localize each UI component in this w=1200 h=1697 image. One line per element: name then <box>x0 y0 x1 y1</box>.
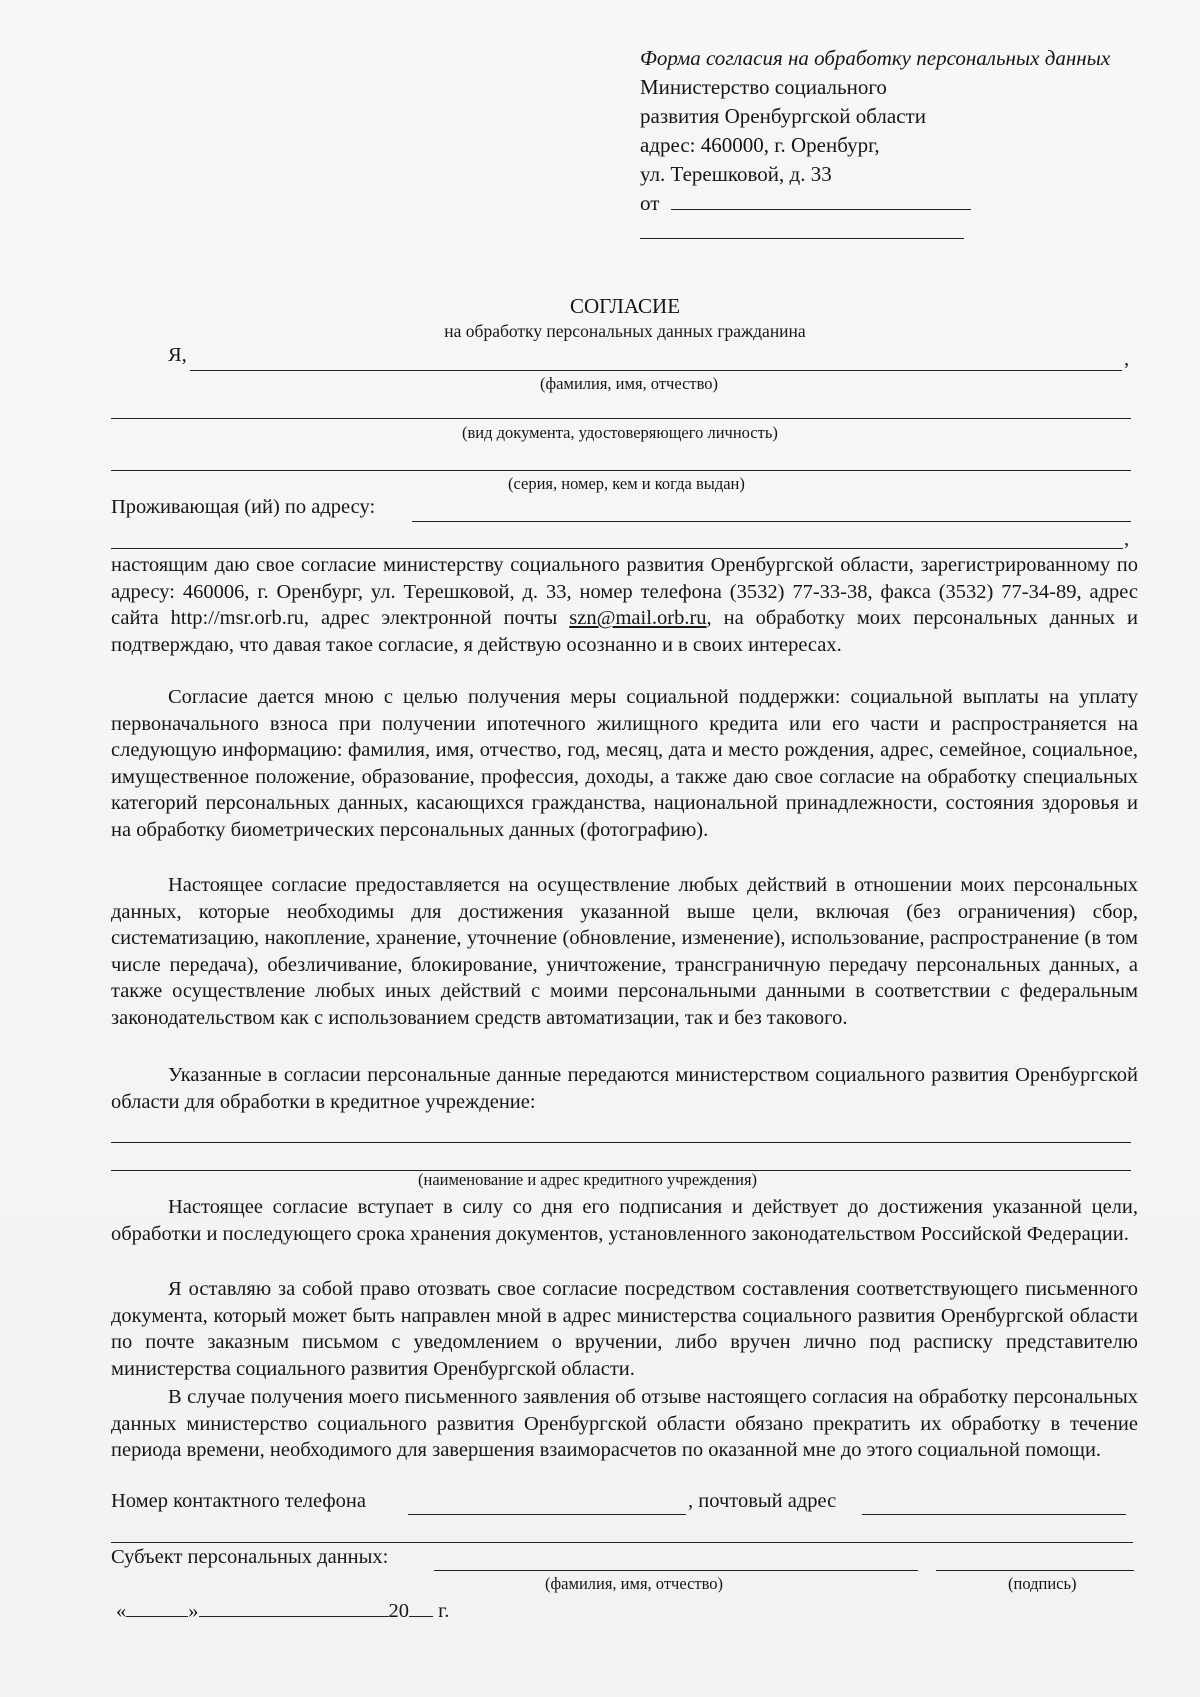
paragraph-2: Согласие дается мною с целью получения меры социальной поддержки: социальной выплаты на уплату первоначального взноса при получении ипотечного жилищного кредита или его части и распространяется на следующую информацию: фамилия, имя, отчество, год, месяц, дата и место рождения, адрес, семейное, социальное, имущественное положение, образование, профессия, доходы, а также даю свое согласие на обработку специальных категорий персональных данных, касающихся гражданства, национальной принадлежности, состояния здоровья и на обработку биометрических персональных данных (фотографию). <box>111 686 1138 841</box>
subject-sign-field[interactable] <box>936 1546 1134 1571</box>
from-row-2 <box>640 218 1140 247</box>
document-type-caption: (вид документа, удостоверяющего личность) <box>462 423 778 442</box>
sign-caption: (подпись) <box>1008 1574 1077 1593</box>
paragraph-4: Указанные в согласии персональные данные передаются министерством социального развития Оренбургской области для обработки в кредитное учреждение: <box>111 1064 1138 1113</box>
paragraph-1-end: , на обработку моих персональных данных и подтверждаю, что давая такое согласие, я действую осознанно и в своих интересах. <box>111 607 1138 656</box>
postal-field[interactable] <box>862 1492 1126 1515</box>
paragraph-1 <box>111 552 1138 658</box>
day-field[interactable] <box>126 1598 188 1617</box>
from-field-2[interactable] <box>640 218 964 239</box>
fio-field[interactable] <box>190 346 1122 371</box>
paragraph-6: Я оставляю за собой право отозвать свое согласие посредством составления соответствующего письменного документа, который может быть направлен мной в адрес министерства социального развития Оренбургской области по почте заказным письмом с уведомлением о вручении, либо вручен лично под расписку представителю министерства социального развития Оренбургской области. <box>111 1278 1138 1380</box>
address-field-2[interactable] <box>111 524 1123 549</box>
phone-field[interactable] <box>408 1492 686 1515</box>
address-field[interactable] <box>412 497 1131 522</box>
form-title: Форма согласия на обработку персональных данных <box>640 46 1111 70</box>
subject-fio-field[interactable] <box>434 1546 918 1571</box>
paragraph-7: В случае получения моего письменного заявления об отзыве настоящего согласия на обработку персональных данных министерство социального развития Оренбургской области обязано прекратить их обработку в течение периода времени, необходимого для завершения взаиморасчетов по оказанной мне до этого социальной помощи. <box>111 1386 1138 1461</box>
from-field[interactable] <box>671 189 971 210</box>
month-field[interactable] <box>199 1598 389 1617</box>
subject-fio-caption: (фамилия, имя, отчество) <box>545 1574 724 1593</box>
address-line-2: ул. Терешковой, д. 33 <box>640 162 832 186</box>
subject-label: Субъект персональных данных: <box>111 1546 389 1568</box>
bank-caption: (наименование и адрес кредитного учреждения) <box>418 1170 758 1189</box>
address-comma: , <box>1124 528 1130 550</box>
address-label: Проживающая (ий) по адресу: <box>111 496 376 518</box>
paragraph-5: Настоящее согласие вступает в силу со дня его подписания и действует до достижения указанной цели, обработки и последующего срока хранения документов, установленного законодательством Российской Федерации. <box>111 1196 1138 1245</box>
phone-label: Номер контактного телефона <box>111 1490 366 1512</box>
fio-caption: (фамилия, имя, отчество) <box>540 374 719 393</box>
postal-field-2[interactable] <box>111 1520 1133 1543</box>
email-link[interactable]: szn@mail.orb.ru <box>569 607 707 629</box>
fio-comma: , <box>1124 348 1130 370</box>
document-title: СОГЛАСИЕ <box>569 294 681 318</box>
date-open-quote: « <box>116 1600 127 1622</box>
year-suffix: г. <box>438 1600 450 1622</box>
address-line-1: адрес: 460000, г. Оренбург, <box>640 133 880 157</box>
year-field[interactable] <box>409 1598 433 1617</box>
i-label: Я, <box>168 344 187 366</box>
postal-label: , почтовый адрес <box>688 1490 837 1512</box>
paragraph-3: Настоящее согласие предоставляется на осуществление любых действий в отношении моих персональных данных, которые необходимы для достижения указанной выше цели, включая (без ограничения) сбор, систематизацию, накопление, хранение, уточнение (обновление, изменение), использование, распространение (в том числе передача), обезличивание, блокирование, уничтожение, трансграничную передачу персональных данных, а также осуществление любых иных действий с моими персональными данными в соответствии с федеральным законодательством как с использованием средств автоматизации, так и без такового. <box>111 874 1138 1029</box>
paragraph-1-start: настоящим даю свое согласие министерству социального развития Оренбургской области, зарегистрированному по адресу: 460006, г. Оренбург, ул. Терешковой, д. 33, номер телефона (3532) 77-33-38, факса (3532) 77-34-89, адрес сайта http://msr.orb.ru, адрес электронной почты <box>111 554 1138 629</box>
date-row <box>116 1598 449 1623</box>
document-type-field[interactable] <box>111 394 1131 419</box>
document-series-caption: (серия, номер, кем и когда выдан) <box>508 474 745 493</box>
document-series-field[interactable] <box>111 446 1131 471</box>
addressee-line-2: развития Оренбургской области <box>640 104 926 128</box>
bank-field-1[interactable] <box>111 1118 1131 1143</box>
document-subtitle: на обработку персональных данных гражданина <box>444 321 806 341</box>
from-label: от <box>640 191 660 215</box>
from-row <box>640 189 1140 218</box>
header-block <box>640 44 1140 247</box>
year-prefix: 20 <box>388 1600 409 1622</box>
addressee-line-1: Министерство социального <box>640 75 887 99</box>
date-close-quote: » <box>188 1600 199 1622</box>
bank-field-2[interactable] <box>111 1146 1131 1171</box>
